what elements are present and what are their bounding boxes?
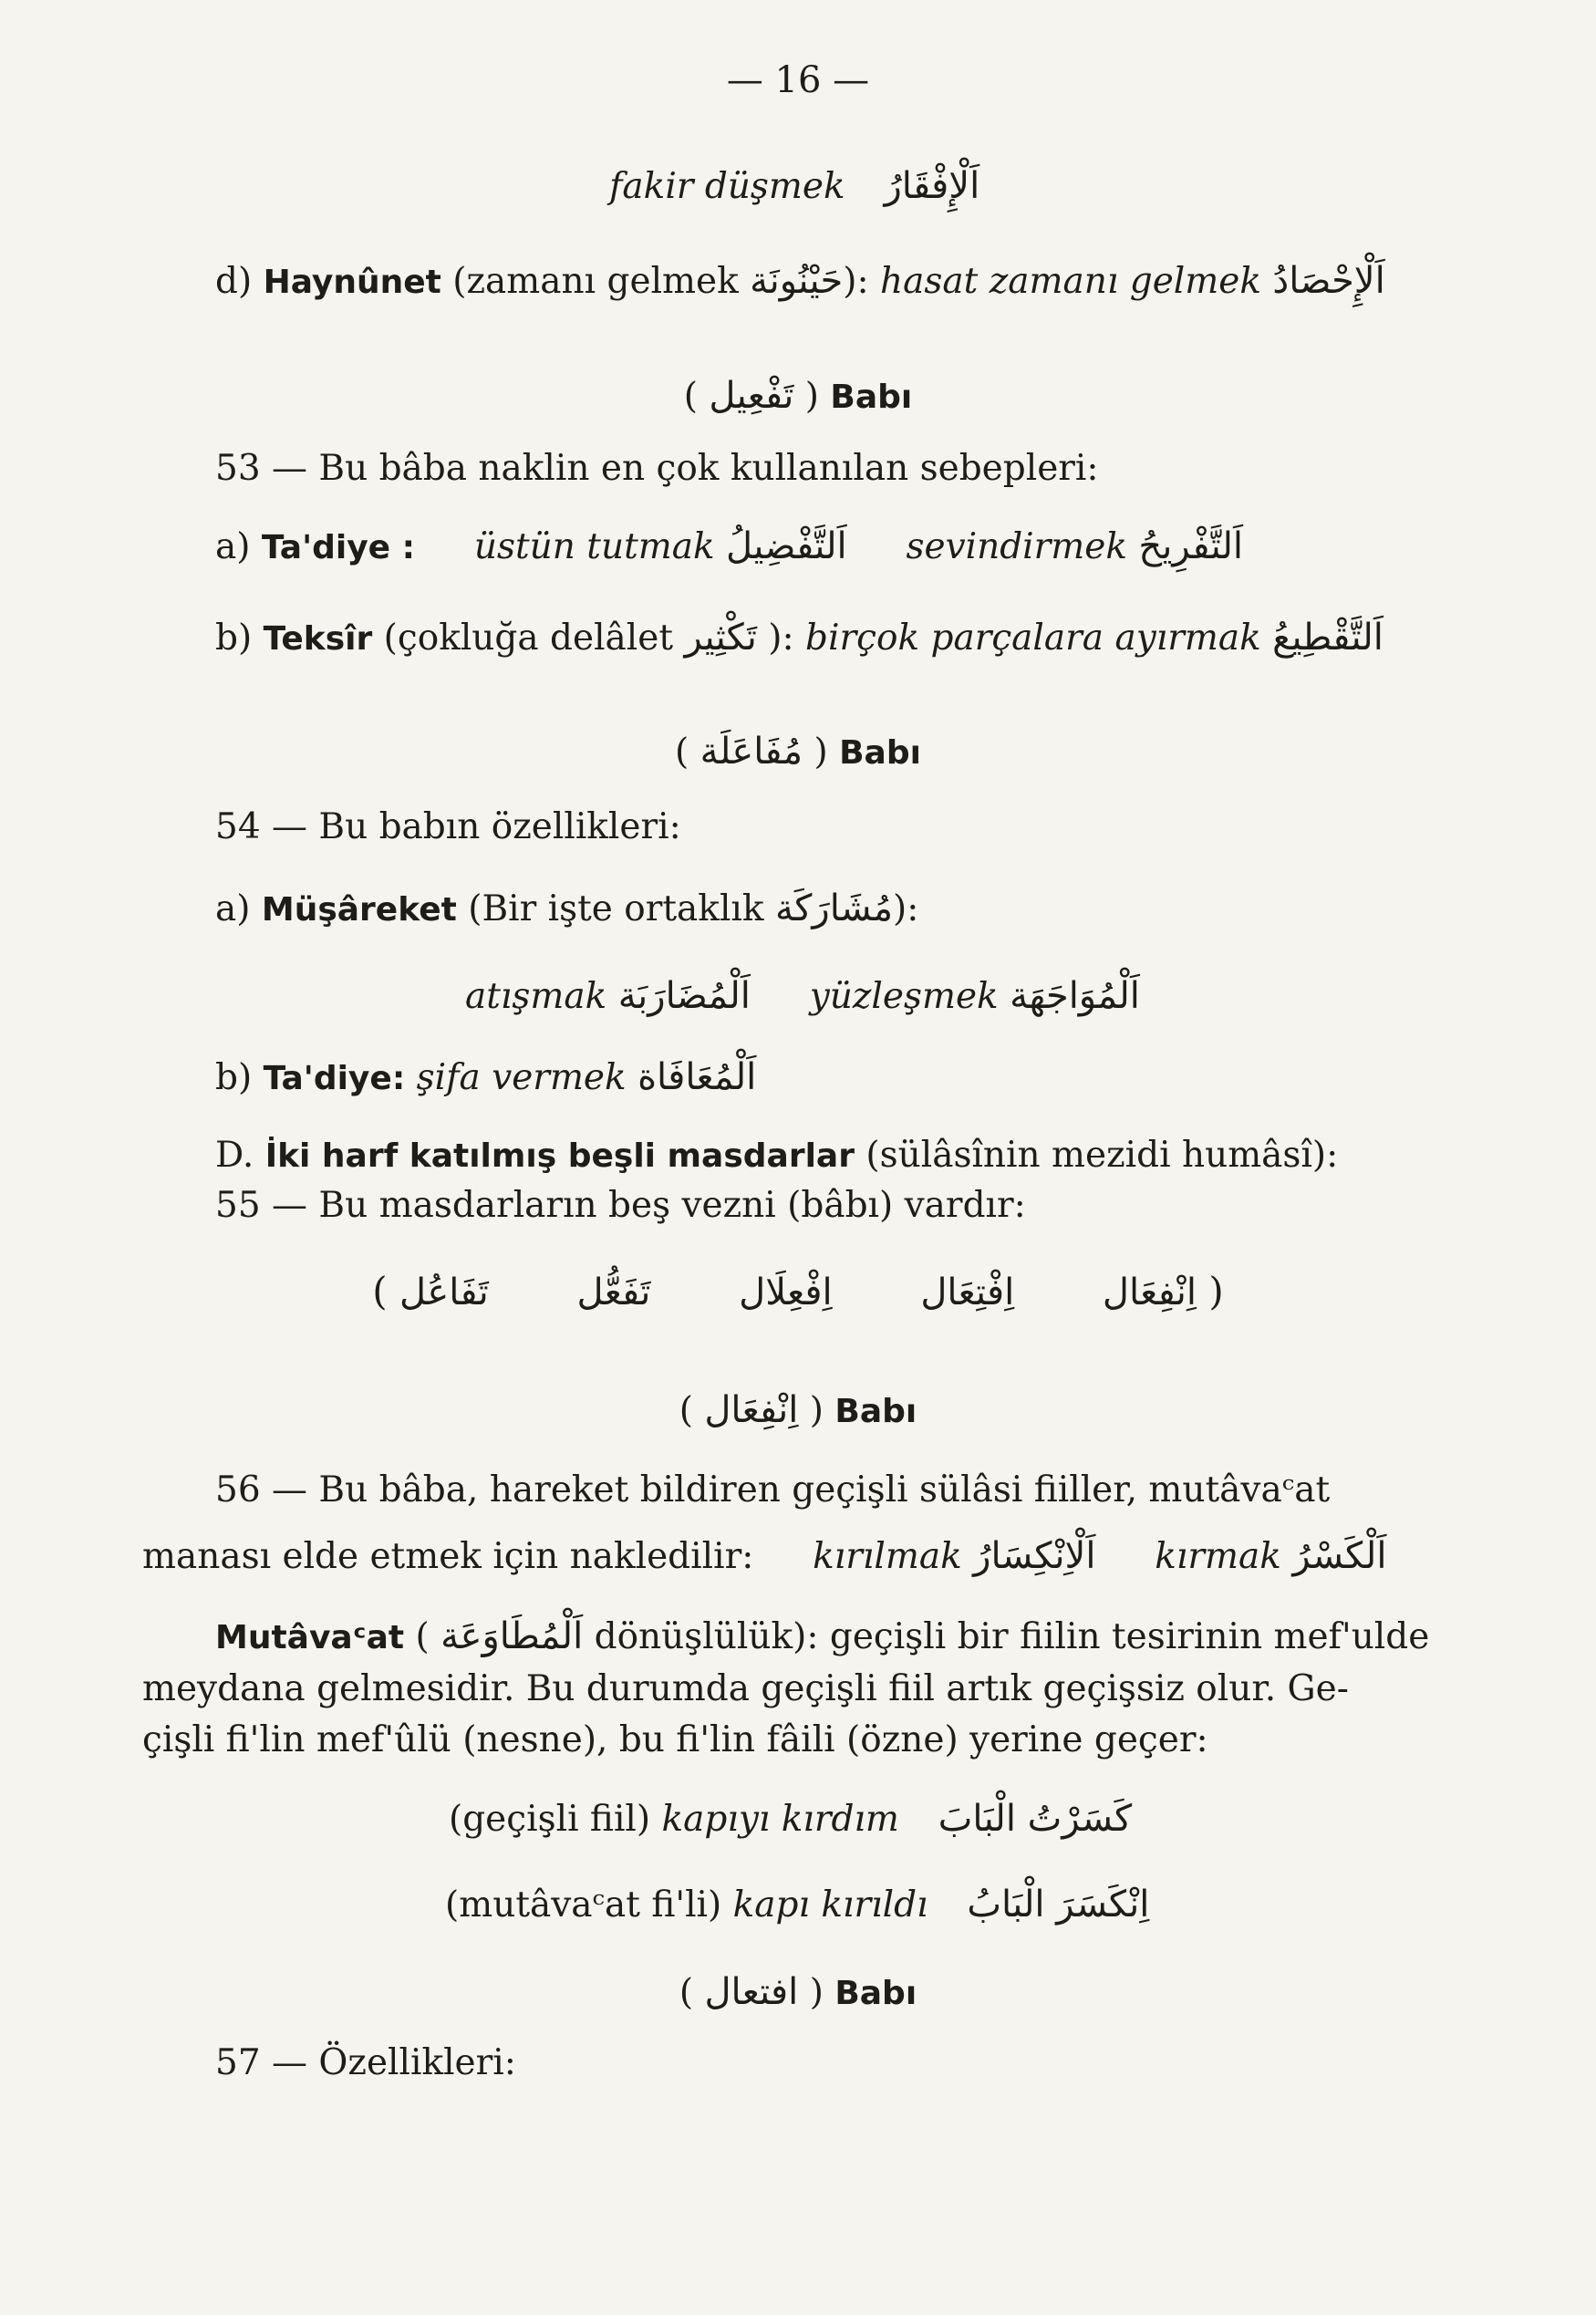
arabic-word: حَيْنُونَة	[750, 260, 844, 302]
arabic-word: اَلْإِفْقَارُ	[884, 165, 980, 207]
mutavaat-line2: meydana gelmesidir. Bu durumda geçişli fiil artık geçişsiz olur. Ge-	[142, 1668, 1349, 1709]
arabic-word: اِنْكَسَرَ الْبَابُ	[967, 1884, 1150, 1926]
example-transitive	[449, 1797, 1132, 1842]
line-54b	[215, 1055, 756, 1101]
paragraph-54: 54 — Bu babın özellikleri:	[215, 806, 681, 847]
term-bold: Ta'diye :	[261, 529, 416, 566]
mutavaat-line3: çişli fi'lin mef'ûlü (nesne), bu fi'lin fâili (özne) yerine geçer:	[142, 1719, 1208, 1760]
text: manası elde etmek için nakledilir:	[142, 1536, 754, 1577]
term-bold: İki harf katılmış beşli masdarlar	[264, 1137, 855, 1175]
paragraph-57: 57 — Özellikleri:	[215, 2042, 516, 2083]
paragraph-53: 53 — Bu bâba naklin en çok kullanılan sebepleri:	[215, 448, 1099, 489]
five-forms-line	[0, 1270, 1596, 1314]
line-D	[215, 1134, 1338, 1178]
item-label: D.	[215, 1135, 254, 1176]
text: (geçişli fiil)	[449, 1799, 651, 1840]
arabic-word: اَلْكَسْرُ	[1292, 1535, 1387, 1577]
text: (sülâsînin mezidi humâsî):	[865, 1135, 1339, 1176]
item-label: a)	[215, 526, 251, 567]
arabic-word: اَلتَّفْرِيحُ	[1138, 525, 1244, 567]
arabic-word: كَسَرْتُ الْبَابَ	[938, 1798, 1133, 1840]
arabic-word: اَلْاِنْكِسَارُ	[973, 1535, 1096, 1577]
page-number: — 16 —	[726, 59, 870, 101]
text: ):	[843, 261, 869, 302]
meaning-text: birçok parçalara ayırmak	[805, 618, 1261, 659]
line-54a-examples	[465, 974, 1140, 1019]
text: ):	[768, 618, 794, 659]
arabic-word: اِنْفِعَال	[704, 1389, 799, 1431]
arabic-word: تَفَاعُل	[399, 1272, 489, 1313]
meaning-text: kapı kırıldı	[732, 1884, 928, 1926]
term-bold: Haynûnet	[263, 264, 441, 301]
meaning-text: şifa vermek	[416, 1057, 627, 1098]
meaning-text: atışmak	[465, 976, 607, 1017]
meaning-text: hasat zamanı gelmek	[880, 261, 1261, 302]
arabic-word: اِفْعِلَال	[739, 1272, 833, 1313]
arabic-word: اَلتَّفْضِيلُ	[726, 525, 847, 567]
term-bold: Müşâreket	[261, 891, 457, 929]
text: (mutâvaᶜat fi'li)	[445, 1884, 722, 1926]
text: (zamanı gelmek	[452, 261, 739, 302]
term-bold: Ta'diye:	[263, 1060, 406, 1097]
meaning-text: kapıyı kırdım	[661, 1799, 899, 1840]
term-bold: Mutâvaᶜat	[215, 1619, 405, 1656]
arabic-word: اَلْإِحْصَادُ	[1272, 260, 1385, 302]
paren: (	[415, 1616, 430, 1657]
text: ):	[893, 888, 919, 929]
section-heading-mufaala: ( مُفَاعَلَة ) Babı	[675, 731, 921, 773]
item-label: d)	[215, 261, 253, 302]
line-53b	[215, 616, 1384, 661]
arabic-word: اَلتَّقْطِيعُ	[1272, 617, 1384, 659]
meaning-text: kırmak	[1155, 1536, 1281, 1577]
arabic-word: مُشَارَكَة	[774, 888, 894, 929]
meaning-text: üstün tutmak	[473, 526, 715, 567]
line-fakir	[609, 164, 979, 209]
paragraph-56-line2	[142, 1534, 1386, 1579]
arabic-word: تَفْعِيل	[709, 375, 794, 417]
heading-word: Babı	[839, 734, 921, 772]
arabic-word: مُفَاعَلَة	[700, 731, 803, 773]
term-bold: Teksîr	[263, 620, 373, 658]
heading-word: Babı	[830, 379, 913, 416]
section-heading-tafil: ( تَفْعِيل ) Babı	[683, 375, 913, 417]
meaning-text: fakir düşmek	[609, 166, 845, 207]
heading-word: Babı	[834, 1975, 917, 2012]
heading-word: Babı	[834, 1393, 917, 1430]
arabic-word: اَلْمُطَاوَعَة	[440, 1615, 584, 1657]
arabic-word: تَفَعُّل	[576, 1272, 651, 1313]
arabic-word: تَكْثِير	[684, 617, 757, 659]
arabic-word: اَلْمُعَافَاة	[637, 1056, 757, 1098]
section-heading-infial: ( اِنْفِعَال ) Babı	[679, 1389, 917, 1431]
meaning-text: kırılmak	[813, 1536, 962, 1577]
text: dönüşlülük): geçişli bir fiilin tesirinin mef'ulde	[594, 1616, 1430, 1657]
arabic-word: افتعال	[704, 1971, 799, 2013]
arabic-word: اِفْتِعَال	[920, 1272, 1015, 1313]
line-haynunet	[215, 259, 1385, 305]
text: (çokluğa delâlet	[383, 618, 674, 659]
paren: (	[372, 1269, 388, 1313]
arabic-word: اِنْفِعَال	[1102, 1272, 1197, 1313]
text: (Bir işte ortaklık	[468, 888, 764, 929]
item-label: b)	[215, 618, 253, 659]
paren: )	[1208, 1269, 1224, 1313]
paragraph-55: 55 — Bu masdarların beş vezni (bâbı) vardır:	[215, 1185, 1026, 1226]
mutavaat-line1	[215, 1614, 1429, 1660]
line-53a	[215, 524, 1243, 570]
item-label: a)	[215, 888, 251, 929]
meaning-text: yüzleşmek	[809, 976, 999, 1017]
item-label: b)	[215, 1057, 253, 1098]
arabic-word: اَلْمُوَاجَهَة	[1010, 975, 1140, 1017]
paragraph-56-line1: 56 — Bu bâba, hareket bildiren geçişli sülâsi fiiller, mutâvaᶜat	[215, 1469, 1331, 1510]
arabic-word: اَلْمُضَارَبَة	[617, 975, 751, 1017]
meaning-text: sevindirmek	[906, 526, 1127, 567]
line-54a	[215, 887, 918, 932]
section-heading-iftial: ( افتعال ) Babı	[679, 1971, 917, 2013]
example-mutavaat	[445, 1883, 1149, 1927]
